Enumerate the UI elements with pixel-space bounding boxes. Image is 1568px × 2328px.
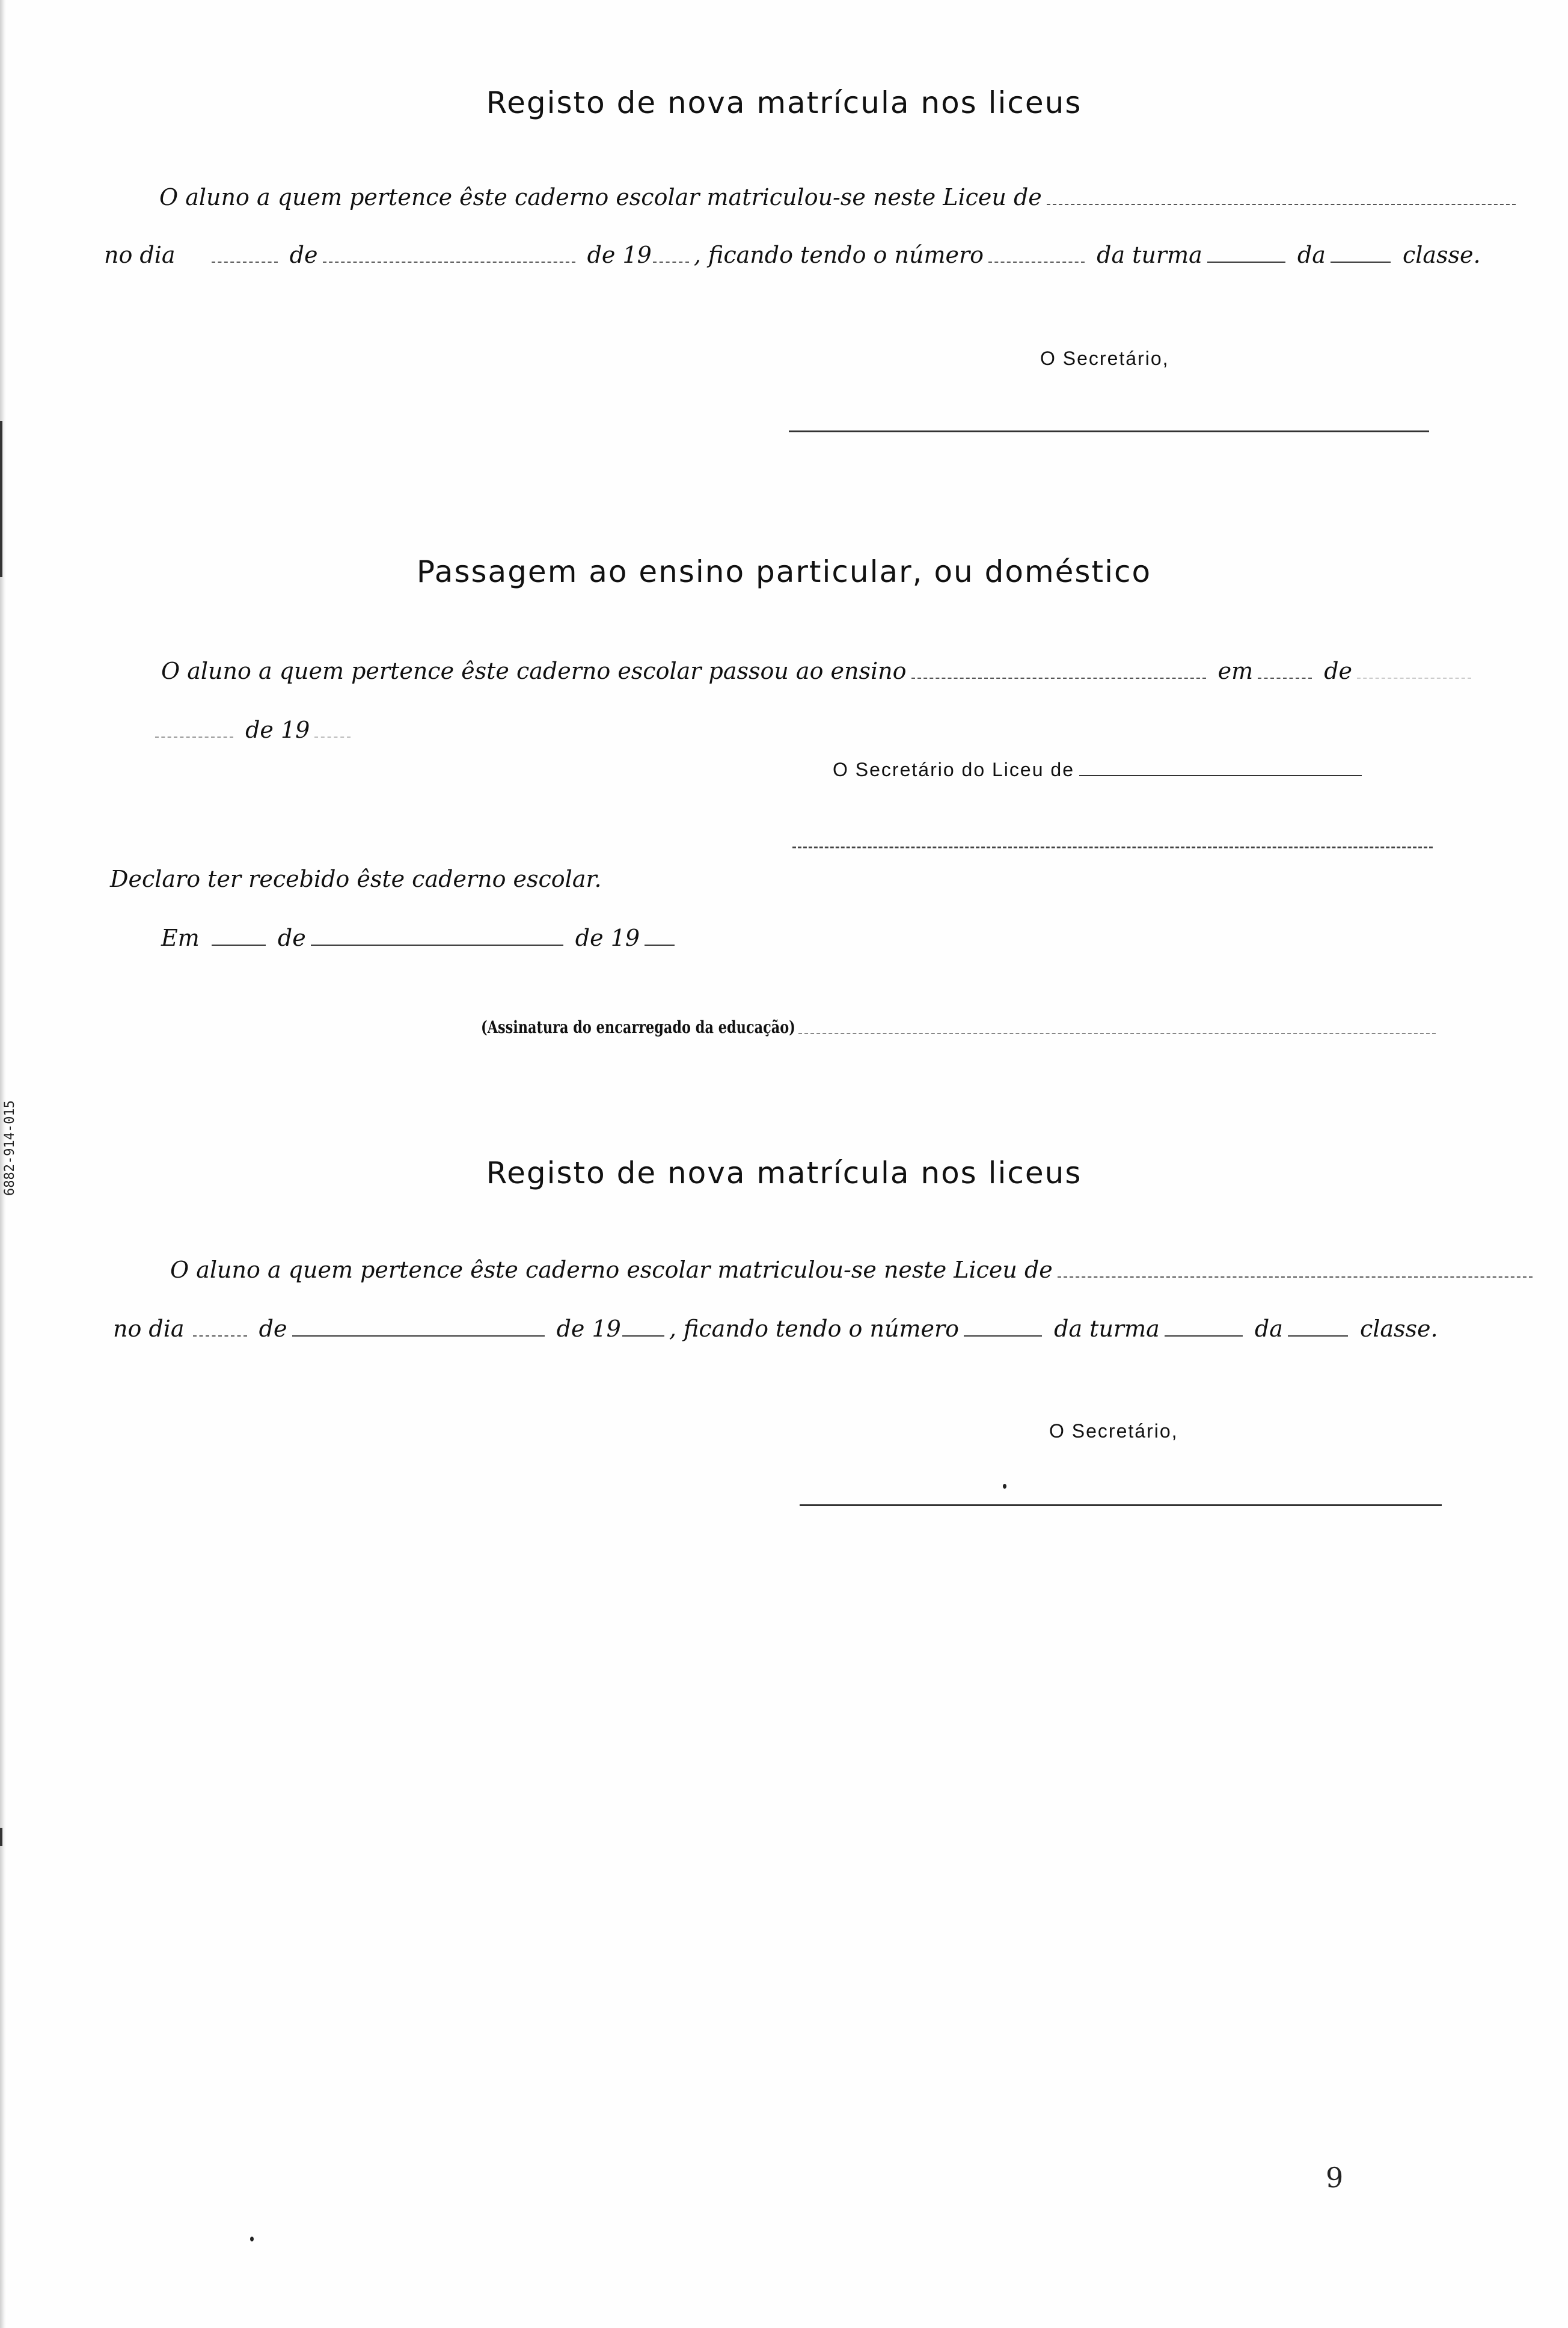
edge-mark bbox=[0, 421, 2, 577]
section2-line1 bbox=[161, 658, 1476, 684]
em-field[interactable] bbox=[1258, 673, 1312, 679]
day-field[interactable] bbox=[155, 732, 233, 738]
day-field[interactable] bbox=[212, 940, 266, 946]
day-field[interactable] bbox=[212, 257, 278, 263]
section1-signature-line[interactable] bbox=[789, 430, 1429, 432]
liceu-name-field[interactable] bbox=[1079, 771, 1362, 776]
edge-mark bbox=[0, 1828, 2, 1846]
section3-line2 bbox=[113, 1316, 1438, 1342]
ensino-field[interactable] bbox=[911, 673, 1206, 679]
month-field[interactable] bbox=[1357, 673, 1471, 679]
no-dia-label: no dia bbox=[104, 242, 176, 268]
numero-field[interactable] bbox=[964, 1331, 1042, 1337]
secretario-liceu-label: O Secretário do Liceu de bbox=[833, 759, 1074, 780]
section1-heading: Registo de nova matrícula nos liceus bbox=[486, 85, 1082, 120]
de-label: de bbox=[277, 925, 306, 951]
numero-label: , ficando tendo o número bbox=[693, 242, 984, 268]
liceu-field[interactable] bbox=[1047, 199, 1516, 205]
numero-label: , ficando tendo o número bbox=[669, 1316, 960, 1342]
de-label: de bbox=[1324, 658, 1353, 684]
year-field[interactable] bbox=[314, 732, 351, 738]
ensino-label: O aluno a quem pertence êste caderno escolar passou ao ensino bbox=[161, 658, 907, 684]
page-number: 9 bbox=[1326, 2161, 1344, 2194]
section2-signature-label bbox=[833, 759, 1367, 781]
turma-label: da turma bbox=[1054, 1316, 1160, 1342]
month-field[interactable] bbox=[311, 940, 563, 946]
ink-speck bbox=[250, 2237, 254, 2241]
section1-line1 bbox=[159, 184, 1521, 210]
year-label: de 19 bbox=[245, 717, 310, 743]
section3-line1-text: O aluno a quem pertence êste caderno escolar matriculou-se neste Liceu de bbox=[170, 1257, 1053, 1283]
classe-label: classe. bbox=[1359, 1316, 1438, 1342]
em-label: Em bbox=[161, 925, 200, 951]
month-field[interactable] bbox=[323, 257, 575, 263]
year-label: de 19 bbox=[556, 1316, 621, 1342]
classe-field[interactable] bbox=[1288, 1331, 1348, 1337]
section1-line2 bbox=[104, 242, 1481, 268]
side-code: 6882-914-015 bbox=[2, 1100, 17, 1196]
da-label: da bbox=[1254, 1316, 1283, 1342]
classe-field[interactable] bbox=[1331, 257, 1391, 263]
year-label: de 19 bbox=[575, 925, 640, 951]
turma-label: da turma bbox=[1097, 242, 1202, 268]
section2-signature-line[interactable] bbox=[792, 847, 1433, 848]
year-field[interactable] bbox=[645, 940, 675, 946]
turma-field[interactable] bbox=[1165, 1331, 1243, 1337]
classe-label: classe. bbox=[1402, 242, 1481, 268]
de-label: de bbox=[289, 242, 318, 268]
no-dia-label: no dia bbox=[113, 1316, 185, 1342]
liceu-field[interactable] bbox=[1058, 1272, 1533, 1278]
year-field[interactable] bbox=[653, 257, 689, 263]
em-label: em bbox=[1217, 658, 1254, 684]
section2-heading: Passagem ao ensino particular, ou doméstico bbox=[416, 554, 1152, 589]
numero-field[interactable] bbox=[988, 257, 1085, 263]
section1-signature-label: O Secretário, bbox=[1040, 348, 1169, 369]
da-label: da bbox=[1297, 242, 1326, 268]
de-label: de bbox=[259, 1316, 287, 1342]
year-label: de 19 bbox=[587, 242, 652, 268]
month-field[interactable] bbox=[292, 1331, 545, 1337]
year-field[interactable] bbox=[622, 1331, 664, 1337]
section3-signature-line[interactable] bbox=[800, 1504, 1442, 1506]
section3-heading: Registo de nova matrícula nos liceus bbox=[486, 1156, 1082, 1190]
section3-signature-label: O Secretário, bbox=[1049, 1420, 1178, 1442]
guardian-caption: (Assinatura do encarregado da educação) bbox=[481, 1017, 795, 1037]
section2-date-line bbox=[161, 925, 679, 951]
guardian-signature-line[interactable] bbox=[798, 1033, 1436, 1034]
section2-line2 bbox=[150, 717, 355, 743]
section1-line1-text: O aluno a quem pertence êste caderno escolar matriculou-se neste Liceu de bbox=[159, 184, 1042, 210]
declaration: Declaro ter recebido êste caderno escolar. bbox=[110, 866, 602, 892]
day-field[interactable] bbox=[193, 1331, 247, 1337]
turma-field[interactable] bbox=[1207, 257, 1285, 263]
section3-line1 bbox=[170, 1257, 1537, 1283]
ink-speck bbox=[1003, 1484, 1006, 1489]
